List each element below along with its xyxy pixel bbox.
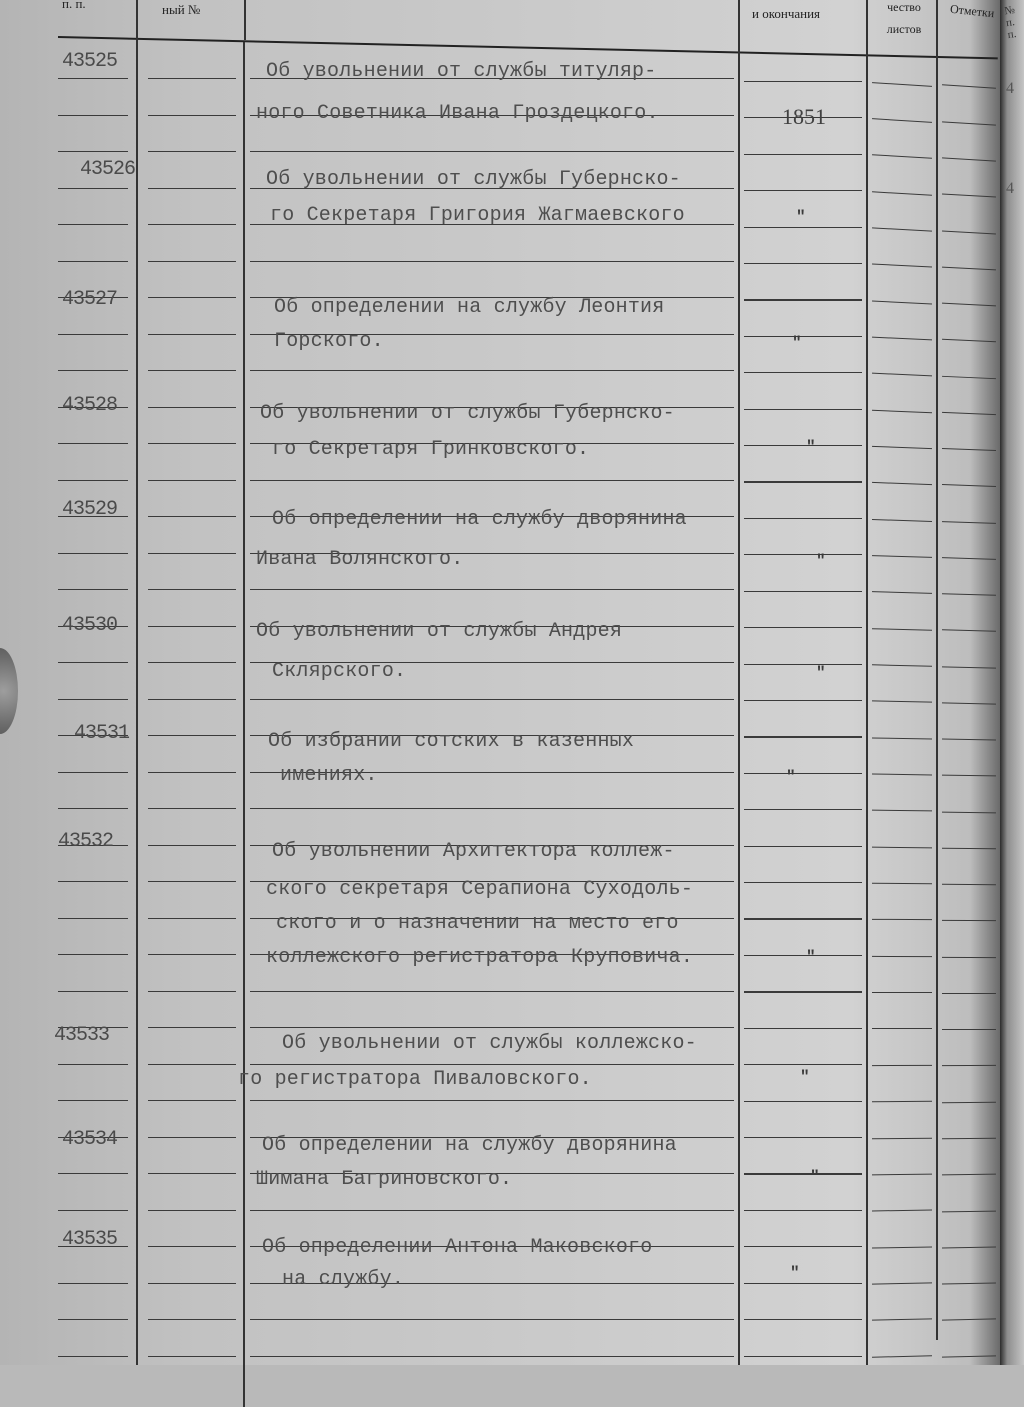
ruling-line [942,920,996,921]
ruling-line [942,775,996,777]
ruling-line [58,772,128,773]
ruling-line [250,589,734,590]
ruling-line [250,1356,734,1357]
ruling-line [744,1101,862,1102]
ruling-line [148,808,236,809]
ruling-line [872,664,932,667]
ruling-line [148,334,236,335]
ruling-line [744,1283,862,1284]
entry-text: Горского. [274,330,384,353]
ruling-line [58,1173,128,1174]
entry-text: Об определении Антона Маковского [262,1236,653,1259]
adjacent-page-edge [1000,0,1024,1365]
ruling-line [744,81,862,82]
ruling-line [148,1100,236,1101]
ruling-line [872,628,932,631]
ruling-line [58,589,128,590]
entry-text: ского секретаря Серапиона Суходоль- [266,878,694,901]
ruling-line [872,264,932,268]
ruling-line [744,554,862,555]
entry-text: Об избрании сотских в казенных [268,730,635,753]
entry-text: го регистратора Пивaловского. [238,1068,592,1091]
ruling-line [148,78,236,79]
ruling-line [872,446,932,450]
ruling-line [872,883,932,885]
entry-text: ского и о назначении на место его [276,912,679,935]
ruling-line [250,480,734,481]
ruling-line [872,300,932,304]
ruling-line [148,881,236,882]
entry-text: коллежского регистратора Круповича. [266,946,694,969]
ruling-line [148,1319,236,1320]
ruling-line [148,662,236,663]
ruling-line [872,373,932,377]
ruling-line [872,1282,932,1284]
ruling-line [250,699,734,700]
ruling-line [148,699,236,700]
entry-date: 1851 [782,104,826,129]
column-divider [244,0,246,40]
ruling-line [744,918,862,919]
ruling-line [744,773,862,774]
ruling-line [872,846,932,848]
entry-number: 43526 [80,158,136,181]
ditto-mark: " [790,1264,800,1282]
ruling-line [872,191,932,196]
ruling-line [942,303,996,307]
ruling-line [148,1283,236,1284]
ruling-line [942,993,996,994]
ruling-line [942,484,996,487]
column-divider [738,0,740,1365]
ruling-line [58,881,128,882]
ruling-line [148,772,236,773]
ruling-line [250,151,734,152]
ruling-line [58,699,128,700]
ruling-line [744,882,862,883]
entry-number: 43534 [62,1128,118,1151]
ruling-line [58,224,128,225]
ruling-line [58,334,128,335]
ruling-line [872,155,932,160]
ruling-line [744,1246,862,1247]
ruling-line [744,299,862,300]
ruling-line [942,1246,996,1248]
ruling-line [744,1137,862,1138]
ruling-line [148,1356,236,1357]
ruling-line [250,1064,734,1065]
ruling-line [250,1319,734,1320]
ruling-line [148,589,236,590]
ruling-line [148,918,236,919]
ruling-line [872,774,932,776]
ruling-line [872,737,932,739]
ruling-line [872,1355,932,1358]
ruling-line [744,809,862,810]
ruling-line [744,445,862,446]
ruling-line [148,954,236,955]
entry-number: 43533 [54,1024,110,1047]
entry-text: Об определении на службу дворянина [272,508,687,531]
ruling-line [58,443,128,444]
ruling-line [872,1319,932,1322]
entry-text: Об увольнении Архитектора коллеж- [272,840,675,863]
entry-number: 43531 [74,722,130,745]
ruling-line [148,516,236,517]
ruling-line [942,157,996,161]
ruling-line [872,1173,932,1175]
ruling-line [148,1210,236,1211]
ruling-line [148,991,236,992]
ruling-line [744,1356,862,1357]
ruling-line [148,115,236,116]
ruling-line [744,846,862,847]
column-divider [243,42,245,1407]
ruling-line [942,739,996,741]
ruling-line [148,297,236,298]
ruling-line [148,151,236,152]
ruling-line [942,1029,996,1030]
ditto-mark: " [806,438,816,456]
entry-text: Об определении на службу Леонтия [274,296,665,319]
ruling-line [148,1027,236,1028]
entry-text: имениях. [280,764,378,787]
ruling-line [942,194,996,198]
ruling-line [744,481,862,482]
ruling-line [744,372,862,373]
ruling-line [872,1028,932,1029]
ruling-line [872,409,932,413]
ruling-line [744,1064,862,1065]
entry-number: 43532 [58,830,114,853]
ditto-mark: " [796,208,806,226]
ruling-line [744,154,862,155]
entry-number: 43525 [62,50,118,73]
ruling-line [58,480,128,481]
ruling-line [148,480,236,481]
ruling-line [58,918,128,919]
ruling-line [942,1065,996,1066]
ruling-line [58,151,128,152]
ruling-line [744,991,862,992]
ruling-line [942,230,996,234]
ruling-line [872,82,932,87]
ruling-line [942,1138,996,1140]
ruling-line [744,1210,862,1211]
ruling-line [942,448,996,451]
entry-text: го Секретаря Григория Жагмаевского [270,204,685,227]
ditto-mark: " [816,664,826,682]
ruling-line [872,956,932,957]
ruling-line [148,370,236,371]
header-col-sheets: чество листов [886,0,922,36]
ruling-line [744,591,862,592]
ruling-line [58,954,128,955]
entry-number: 43527 [62,288,118,311]
ruling-line [942,521,996,524]
ruling-line [148,1064,236,1065]
ruling-line [942,1355,996,1358]
binding-hole [0,648,18,734]
ruling-line [148,553,236,554]
header-col-archive-number: ный № [162,2,201,17]
ruling-line [872,592,932,595]
ruling-line [872,1210,932,1212]
entry-number: 43535 [62,1228,118,1251]
ruling-line [872,118,932,123]
ruling-line [58,662,128,663]
entry-text: Об увольнении от службы коллежско- [282,1032,697,1055]
ditto-mark: " [816,552,826,570]
ruling-line [942,412,996,415]
ruling-line [744,1028,862,1029]
ruling-line [58,1100,128,1101]
ruling-line [942,1319,996,1321]
entry-text: го Секретаря Гринковского. [272,438,590,461]
ditto-mark: " [800,1068,810,1086]
entry-number: 43530 [62,614,118,637]
ruling-line [744,736,862,737]
ruling-line [58,1283,128,1284]
ruling-line [744,518,862,519]
ruling-line [942,557,996,560]
ruling-line [148,845,236,846]
entry-text: ного Советника Ивана Гроздецкого. [256,102,659,125]
ruling-line [744,336,862,337]
header-col-notes: Отметки [949,1,995,21]
ruling-line [872,337,932,341]
ruling-line [942,848,996,850]
ruling-line [942,666,996,668]
ruling-line [250,1100,734,1101]
column-divider [866,0,868,1365]
adjacent-page-digit: 4 [1006,180,1014,197]
adjacent-page-digit: 4 [1006,80,1014,97]
ruling-line [744,263,862,264]
ruling-line [872,519,932,522]
ruling-line [744,627,862,628]
ruling-line [744,227,862,228]
ruling-line [872,992,932,993]
ruling-line [744,409,862,410]
ruling-line [942,266,996,270]
ruling-line [872,1065,932,1066]
entry-number: 43529 [62,498,118,521]
ruling-line [744,1319,862,1320]
entry-text: на службу. [282,1268,405,1291]
ruling-line [58,553,128,554]
ruling-line [58,1210,128,1211]
ruling-line [872,810,932,812]
ruling-line [744,700,862,701]
entry-text: Об увольнении от службы титуляр- [266,60,657,83]
ruling-line [872,919,932,921]
ruling-line [872,1137,932,1139]
ruling-line [58,370,128,371]
adjacent-page-header: № п. п. [1003,3,1018,42]
ruling-line [872,227,932,231]
entry-text: Шимана Багриновского. [256,1168,513,1191]
ruling-line [58,1356,128,1357]
ditto-mark: " [806,948,816,966]
header-divider [58,36,998,59]
ruling-line [148,735,236,736]
ruling-line [942,593,996,596]
ruling-line [148,443,236,444]
ruling-line [872,555,932,558]
ruling-line [250,261,734,262]
entry-text: Об увольнении от службы Губернско- [260,402,675,425]
ruling-line [942,121,996,126]
ruling-line [148,1137,236,1138]
entry-text: Об определении на службу дворянина [262,1134,677,1157]
ruling-line [942,1282,996,1284]
ruling-line [942,630,996,633]
ruling-line [148,261,236,262]
ruling-line [250,1027,734,1028]
ruling-line [942,1174,996,1176]
ruling-line [148,188,236,189]
entry-number: 43528 [62,394,118,417]
ruling-line [58,1319,128,1320]
ruling-line [872,1246,932,1248]
ruling-line [942,884,996,886]
ditto-mark: " [792,334,802,352]
ruling-line [744,955,862,956]
ruling-line [58,261,128,262]
header-col-number: п. п. [62,0,86,11]
ruling-line [872,701,932,703]
column-divider [136,0,138,1365]
ruling-line [250,991,734,992]
ruling-line [58,78,128,79]
entry-text: Об увольнении от службы Андрея [256,620,623,643]
entry-text: Об увольнении от службы Губернско- [266,168,681,191]
ruling-line [250,370,734,371]
column-divider [936,0,938,1340]
ruling-line [942,339,996,343]
ruling-line [744,190,862,191]
ruling-line [148,626,236,627]
ruling-line [872,1101,932,1103]
ruling-line [744,1173,862,1174]
ruling-line [744,664,862,665]
ruling-line [58,1064,128,1065]
ruling-line [942,85,996,90]
ruling-line [58,115,128,116]
header-col-dates: и окончания [752,6,821,21]
ditto-mark: " [786,768,796,786]
ruling-line [942,1102,996,1104]
ruling-line [942,702,996,704]
ruling-line [148,1173,236,1174]
ruling-line [58,991,128,992]
ruling-line [250,808,734,809]
ruling-line [942,375,996,379]
ruling-line [148,224,236,225]
ruling-line [58,188,128,189]
ruling-line [148,407,236,408]
ruling-line [250,1210,734,1211]
ruling-line [58,808,128,809]
ruling-line [872,482,932,485]
ruling-line [942,1210,996,1212]
ruling-line [148,1246,236,1247]
ruling-line [942,957,996,958]
entry-text: Склярского. [272,660,407,683]
ruling-line [942,811,996,813]
ditto-mark: " [810,1168,820,1186]
entry-text: Ивана Волянского. [256,548,464,571]
